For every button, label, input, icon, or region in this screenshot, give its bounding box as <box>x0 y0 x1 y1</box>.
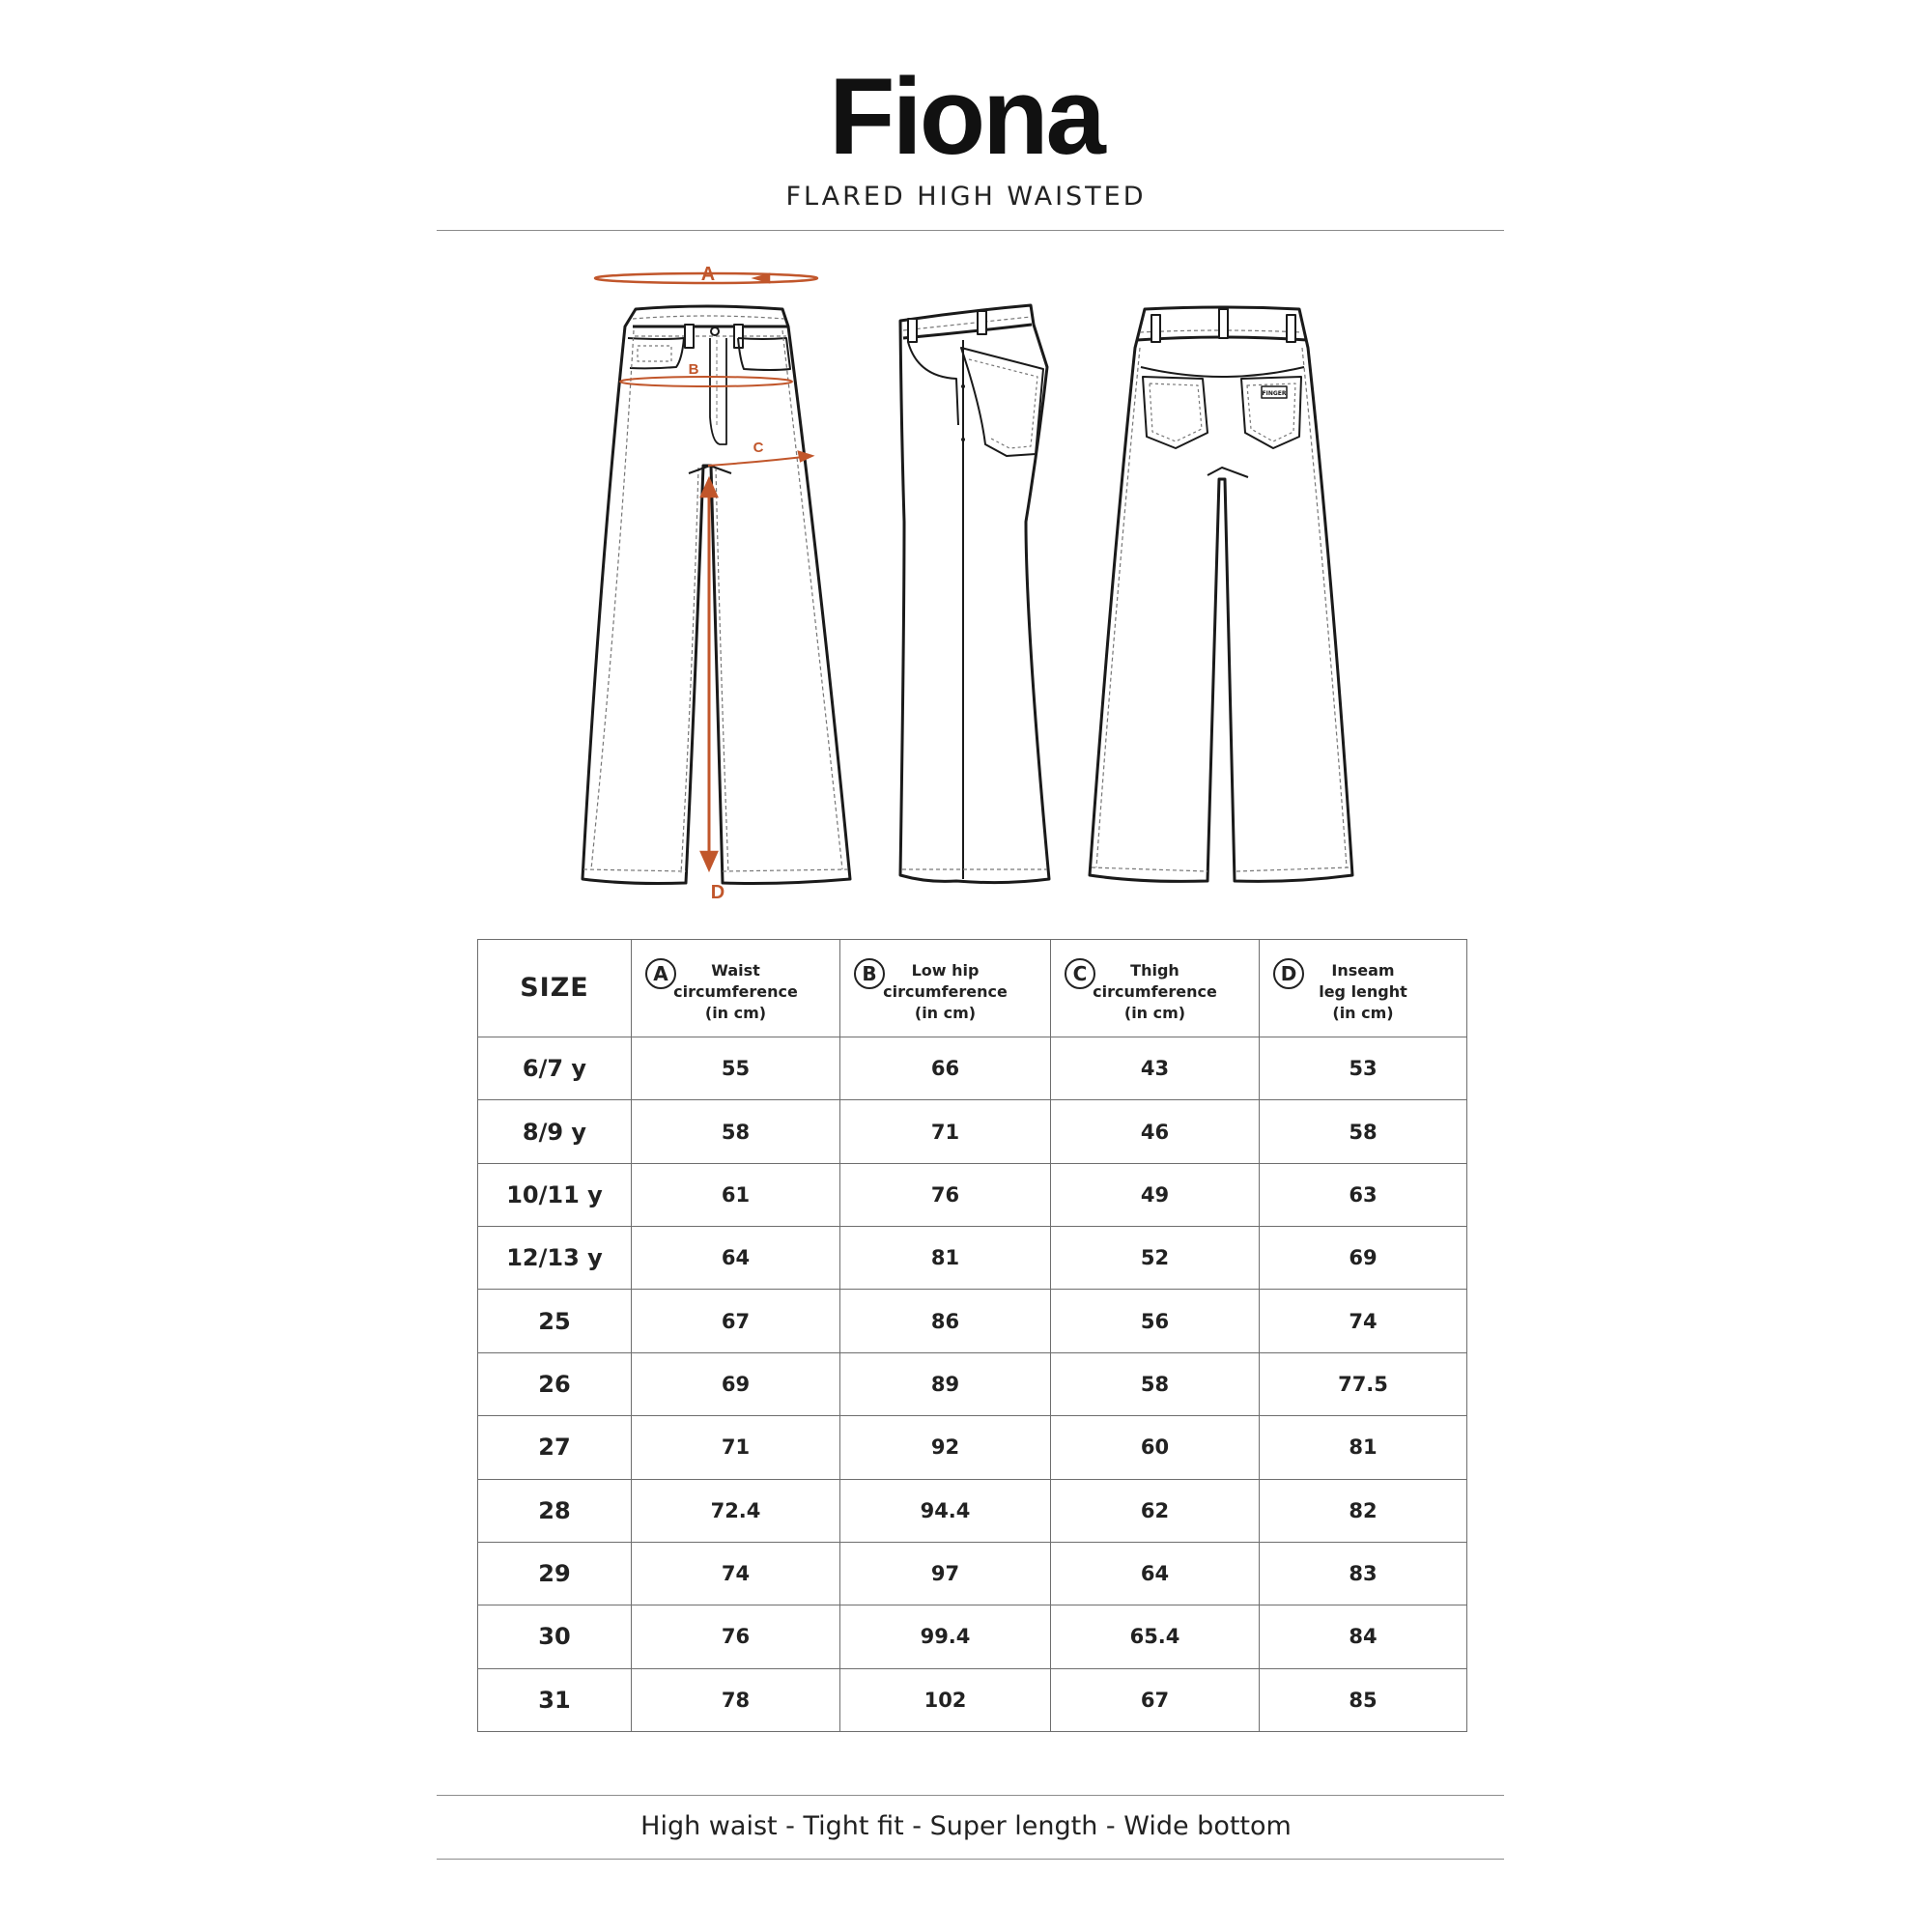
front-view-drawing <box>582 306 850 884</box>
thigh-cell: 62 <box>1051 1479 1260 1542</box>
thigh-cell: 46 <box>1051 1100 1260 1163</box>
size-cell: 12/13 y <box>478 1227 632 1290</box>
jeans-technical-drawings <box>0 0 1932 927</box>
product-subtitle: FLARED HIGH WAISTED <box>785 182 1147 212</box>
waist-cell: 67 <box>632 1290 840 1352</box>
size-cell: 8/9 y <box>478 1100 632 1163</box>
low-hip-cell: 71 <box>840 1100 1051 1163</box>
table-row <box>478 1668 1467 1731</box>
table-header-row <box>478 940 1467 1037</box>
size-cell: 26 <box>478 1352 632 1415</box>
letter-badge-b: B <box>854 958 885 989</box>
size-cell: 31 <box>478 1668 632 1731</box>
waist-cell: 76 <box>632 1605 840 1668</box>
low-hip-cell: 99.4 <box>840 1605 1051 1668</box>
low-hip-cell: 81 <box>840 1227 1051 1290</box>
waist-cell: 64 <box>632 1227 840 1290</box>
table-row <box>478 1352 1467 1415</box>
column-header-thigh: C Thigh circumference (in cm) <box>1051 940 1260 1037</box>
letter-badge-c: C <box>1065 958 1095 989</box>
table-row <box>478 1542 1467 1605</box>
size-cell: 28 <box>478 1479 632 1542</box>
low-hip-cell: 86 <box>840 1290 1051 1352</box>
low-hip-cell: 92 <box>840 1416 1051 1479</box>
label-a: A <box>700 264 716 285</box>
table-row <box>478 1163 1467 1226</box>
back-view-drawing <box>1090 307 1352 881</box>
inseam-cell: 84 <box>1260 1605 1467 1668</box>
table-row <box>478 1605 1467 1668</box>
table-row <box>478 1479 1467 1542</box>
size-cell: 25 <box>478 1290 632 1352</box>
size-cell: 6/7 y <box>478 1037 632 1100</box>
footer-top-divider <box>437 1795 1504 1796</box>
inseam-cell: 69 <box>1260 1227 1467 1290</box>
waist-cell: 78 <box>632 1668 840 1731</box>
inseam-cell: 83 <box>1260 1542 1467 1605</box>
thigh-cell: 52 <box>1051 1227 1260 1290</box>
inseam-cell: 58 <box>1260 1100 1467 1163</box>
inseam-cell: 74 <box>1260 1290 1467 1352</box>
column-header-inseam: D Inseam leg lenght (in cm) <box>1260 940 1467 1037</box>
waist-cell: 58 <box>632 1100 840 1163</box>
inseam-cell: 81 <box>1260 1416 1467 1479</box>
low-hip-cell: 102 <box>840 1668 1051 1731</box>
table-row <box>478 1416 1467 1479</box>
brand-title: Fiona <box>829 56 1103 177</box>
thigh-cell: 43 <box>1051 1037 1260 1100</box>
size-cell: 27 <box>478 1416 632 1479</box>
label-b: B <box>688 361 699 378</box>
low-hip-cell: 97 <box>840 1542 1051 1605</box>
thigh-cell: 49 <box>1051 1163 1260 1226</box>
table-row <box>478 1290 1467 1352</box>
label-d: D <box>710 882 725 903</box>
inseam-cell: 85 <box>1260 1668 1467 1731</box>
low-hip-cell: 76 <box>840 1163 1051 1226</box>
table-row <box>478 1037 1467 1100</box>
waist-cell: 69 <box>632 1352 840 1415</box>
footer-tagline: High waist - Tight fit - Super length - Wide bottom <box>640 1811 1292 1841</box>
size-column-header: SIZE <box>478 940 632 1037</box>
size-cell: 29 <box>478 1542 632 1605</box>
pocket-tag-text: FINGER <box>1262 390 1287 397</box>
thigh-cell: 56 <box>1051 1290 1260 1352</box>
side-view-drawing <box>900 305 1049 883</box>
waist-cell: 72.4 <box>632 1479 840 1542</box>
thigh-cell: 64 <box>1051 1542 1260 1605</box>
inseam-cell: 63 <box>1260 1163 1467 1226</box>
low-hip-cell: 66 <box>840 1037 1051 1100</box>
thigh-cell: 58 <box>1051 1352 1260 1415</box>
label-c: C <box>753 440 764 456</box>
column-header-waist: A Waist circumference (in cm) <box>632 940 840 1037</box>
size-chart-table <box>477 939 1467 1732</box>
inseam-cell: 77.5 <box>1260 1352 1467 1415</box>
table-row <box>478 1100 1467 1163</box>
waist-cell: 55 <box>632 1037 840 1100</box>
waist-cell: 74 <box>632 1542 840 1605</box>
low-hip-cell: 89 <box>840 1352 1051 1415</box>
waist-cell: 71 <box>632 1416 840 1479</box>
letter-badge-d: D <box>1273 958 1304 989</box>
low-hip-cell: 94.4 <box>840 1479 1051 1542</box>
letter-badge-a: A <box>645 958 676 989</box>
size-cell: 30 <box>478 1605 632 1668</box>
thigh-cell: 67 <box>1051 1668 1260 1731</box>
table-row <box>478 1227 1467 1290</box>
size-cell: 10/11 y <box>478 1163 632 1226</box>
waist-cell: 61 <box>632 1163 840 1226</box>
footer-bottom-divider <box>437 1859 1504 1860</box>
inseam-cell: 82 <box>1260 1479 1467 1542</box>
column-header-low-hip: B Low hip circumference (in cm) <box>840 940 1051 1037</box>
thigh-cell: 65.4 <box>1051 1605 1260 1668</box>
inseam-cell: 53 <box>1260 1037 1467 1100</box>
thigh-cell: 60 <box>1051 1416 1260 1479</box>
